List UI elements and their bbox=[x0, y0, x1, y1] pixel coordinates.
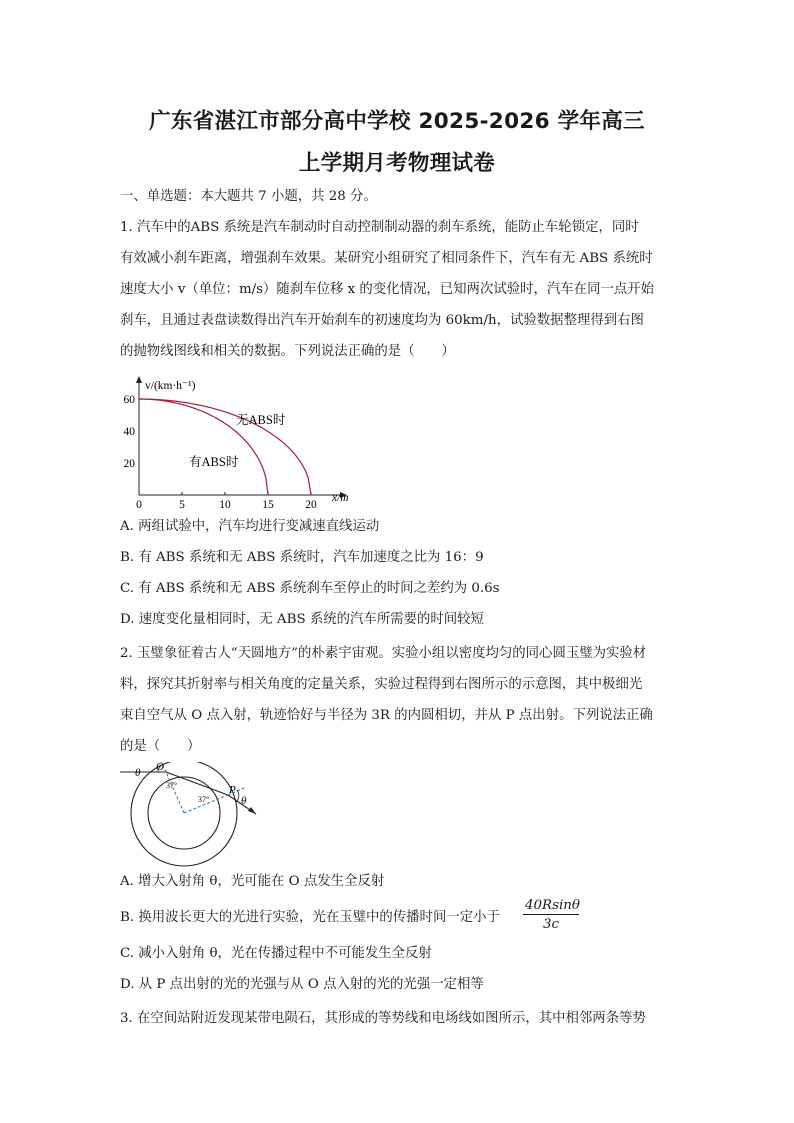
jade-disc-figure bbox=[118, 762, 268, 877]
q1-line-2: 有效减小刹车距离，增强刹车效果。某研究小组研究了相同条件下，汽车有无 ABS 系统时 bbox=[120, 251, 653, 266]
y-axis-arrow bbox=[136, 376, 142, 383]
q1-line-1: 1. 汽车中的ABS 系统是汽车制动时自动控制制动器的刹车系统，能防止车轮锁定，同时 bbox=[120, 220, 639, 235]
q1-line-3: 速度大小 v（单位：m/s）随刹车位移 x 的变化情况，已知两次试验时，汽车在同一点开始 bbox=[120, 282, 655, 297]
fraction-denominator: 3c bbox=[542, 917, 560, 932]
q1-option-d: D. 速度变化量相同时，无 ABS 系统的汽车所需要的时间较短 bbox=[120, 612, 484, 627]
q2-line-2: 料，探究其折射率与相关角度的定量关系，实验过程得到右图所示的示意图，其中极细光 bbox=[120, 677, 643, 692]
q1-option-b: B. 有 ABS 系统和无 ABS 系统时，汽车加速度之比为 16：9 bbox=[120, 550, 484, 565]
document-title-line1: 广东省湛江市部分高中学校 2025-2026 学年高三 bbox=[149, 109, 645, 134]
q2-option-b: B. 换用波长更大的光进行实验，光在玉璧中的传播时间一定小于 bbox=[120, 910, 500, 925]
velocity-displacement-chart bbox=[115, 370, 365, 510]
q1-option-a: A. 两组试验中，汽车均进行变减速直线运动 bbox=[120, 519, 380, 534]
fraction-numerator: 40Rsinθ bbox=[525, 898, 580, 913]
section-heading: 一、单选题：本大题共 7 小题，共 28 分。 bbox=[120, 189, 377, 204]
q1-line-5: 的抛物线图线和相关的数据。下列说法正确的是（ ） bbox=[120, 344, 455, 359]
q2-line-4: 的是（ ） bbox=[120, 739, 201, 754]
series-label-without-abs: 无ABS时 bbox=[236, 413, 286, 427]
x-axis-label: x/m bbox=[332, 492, 349, 504]
q2-option-a: A. 增大入射角 θ，光可能在 O 点发生全反射 bbox=[120, 874, 385, 889]
point-o-label: O bbox=[156, 762, 164, 773]
y-tick-label: 60 bbox=[123, 394, 135, 406]
q3-line-1: 3. 在空间站附近发现某带电陨石，其形成的等势线和电场线如图所示，其中相邻两条等势 bbox=[120, 1011, 646, 1026]
q2-option-c: C. 减小入射角 θ，光在传播过程中不可能发生全反射 bbox=[120, 946, 432, 961]
y-tick-label: 40 bbox=[123, 426, 135, 438]
angle-37-right: 37° bbox=[198, 795, 210, 804]
x-tick-label: 10 bbox=[219, 499, 231, 510]
q2-option-d: D. 从 P 点出射的光的光强与从 O 点入射的光的光强一定相等 bbox=[120, 977, 484, 992]
theta-right-label: θ bbox=[241, 795, 247, 807]
time-fraction bbox=[523, 898, 579, 932]
x-tick-label: 20 bbox=[305, 499, 317, 510]
x-tick-label: 5 bbox=[179, 499, 185, 510]
series-label-with-abs: 有ABS时 bbox=[189, 455, 239, 469]
y-tick-label: 20 bbox=[123, 458, 135, 470]
q2-line-3: 束自空气从 O 点入射，轨迹恰好与半径为 3R 的内圆相切，并从 P 点出射。下列说法正确 bbox=[120, 708, 653, 723]
y-axis-label: v/(km·h⁻¹) bbox=[145, 380, 196, 392]
document-title-line2: 上学期月考物理试卷 bbox=[298, 151, 496, 176]
q1-option-c: C. 有 ABS 系统和无 ABS 系统刹车至停止的时间之差约为 0.6s bbox=[120, 581, 500, 596]
q2-line-1: 2. 玉璧象征着古人“天圆地方”的朴素宇宙观。实验小组以密度均匀的同心圆玉璧为实验材 bbox=[120, 646, 647, 661]
arrow-head bbox=[248, 807, 256, 814]
x-tick-label: 15 bbox=[262, 499, 274, 510]
outer-circle bbox=[131, 762, 237, 866]
theta-left-label: θ bbox=[135, 767, 141, 779]
q1-line-4: 刹车，且通过表盘读数得出汽车开始刹车的初速度均为 60km/h，试验数据整理得到右图 bbox=[120, 313, 644, 328]
x-tick-label: 0 bbox=[136, 499, 142, 510]
point-p-label: P bbox=[229, 784, 236, 796]
angle-37-left: 37° bbox=[166, 781, 178, 790]
